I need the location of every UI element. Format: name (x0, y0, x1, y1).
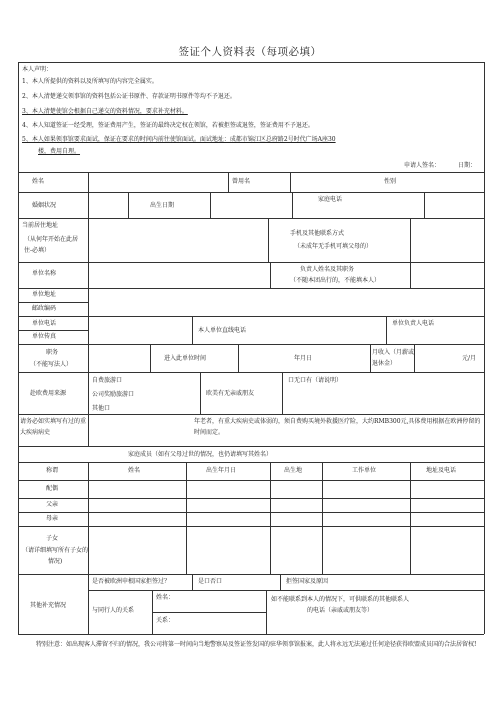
col-name-label: 姓名 (128, 467, 141, 474)
residence-note: （从何年开始在此居住-必填） (24, 236, 79, 254)
col-line (210, 192, 211, 218)
col-line (88, 574, 89, 634)
employer-fax-label: 单位传真 (32, 333, 57, 340)
col-line (88, 218, 89, 262)
col-line (88, 462, 89, 574)
responsible-phone-label: 单位负责人电话 (392, 320, 435, 327)
refused-country-label: 拒签国家及原因 (286, 578, 329, 585)
col-work-label: 工作单位 (352, 467, 377, 474)
col-line (266, 590, 267, 634)
manager-note: （不随本团出行的，不能填本人） (290, 277, 381, 284)
refused-yes-no-option[interactable]: 是口否口 (198, 578, 223, 585)
col-address-label: 地址及电话 (426, 467, 457, 474)
col-line (88, 414, 89, 446)
employer-label: 单位名称 (32, 270, 57, 277)
postcode-label: 邮政编码 (32, 305, 57, 312)
companion-name-label: 姓名： (156, 594, 175, 601)
col-line (128, 192, 129, 218)
col-line (186, 462, 187, 574)
col-line (268, 218, 269, 262)
employer-phone-label: 单位电话 (32, 320, 57, 327)
row-line (88, 590, 484, 591)
relatives-yes-no-option[interactable]: 口无口有（请说明） (288, 377, 343, 384)
child-label: 子女 (46, 535, 59, 542)
col-line (290, 172, 291, 192)
declaration-item-3: 3、本人清楚使馆会根据自己递交的资料情况，要求补充材料。 (22, 108, 188, 115)
declaration-heading: 本人声明： (22, 66, 53, 73)
emergency-contact-label: 如不能联系到本人的情况下，可供联系的其他联系人的电话（亲戚或朋友等） (270, 596, 409, 614)
declaration-item-2: 2、本人清楚递交领事馆的资料包括公证书原件、存款证明书原件等均不予退还。 (22, 93, 236, 100)
payer-label: 赴欧费用来源 (30, 390, 67, 397)
row-line (18, 446, 484, 447)
col-line (200, 372, 201, 414)
form-title: 签证个人资料表（每项必填） (178, 46, 322, 58)
position-note: （不能写法人） (30, 361, 73, 368)
row-line (18, 330, 88, 331)
currency-unit: 元/月 (462, 355, 477, 362)
declaration-item-5-cont: 楼，费用自理。 (38, 148, 81, 155)
join-time-label: 进入此单位时间 (164, 355, 207, 362)
mobile-label: 手机及其他联系方式 (290, 230, 345, 237)
col-line (282, 372, 283, 414)
frame-left (18, 62, 19, 634)
direct-phone-label: 本人单位直线电话 (198, 327, 247, 334)
frame-top (18, 62, 484, 63)
col-line (270, 262, 271, 288)
applicant-signature-label: 申请人签名： (404, 162, 441, 169)
special-notice: 特别注意：如出现客人滞留不归的情况，我公司将第一时间向当地警察局及签证签发国的驻华领事馆报案，此人将永远无法通过任何途径获得欧盟成员国的合法居留权! (36, 641, 477, 648)
father-label: 父亲 (46, 501, 59, 508)
col-line (370, 344, 371, 372)
col-line (410, 462, 411, 574)
other-info-label: 其他补充情况 (30, 602, 67, 609)
manager-label: 负责人姓名及其职务 (300, 266, 355, 273)
col-line (386, 316, 387, 344)
col-line (322, 462, 323, 574)
declaration-item-4: 4、本人知道签证一经受理，签证费用产生，签证的最终决定权在领馆，若被拒签或退签，签证费用不予退还。 (22, 122, 314, 129)
disease-label: 请务必如实填写有过的重大疾病病史 (20, 418, 87, 436)
frame-bottom (18, 634, 484, 635)
date-label: 日期： (458, 162, 477, 169)
col-line (192, 316, 193, 344)
col-birthplace-label: 出生地 (284, 467, 303, 474)
col-line (410, 262, 411, 288)
col-line (280, 574, 281, 590)
declaration-item-1: 1、本人所提供的资料以及所填写的内容完全属实。 (22, 78, 158, 85)
former-name-label: 曾用名 (232, 178, 251, 185)
col-line (228, 172, 229, 192)
employer-address-label: 单位地址 (32, 291, 57, 298)
col-line (88, 172, 89, 218)
eu-relatives-label: 欧美有无亲戚朋友 (206, 390, 255, 397)
col-line (238, 344, 239, 372)
col-title-label: 称谓 (46, 467, 59, 474)
name-label: 姓名 (32, 178, 45, 185)
join-date-placeholder: 年月日 (294, 355, 313, 362)
declaration-item-5: 5、本人如果领事馆要求面试，保证在要求的时间内前往使馆面试。面试地址：成都市锦江区总府路2号时代广场A座30 (22, 136, 336, 143)
home-phone-label: 家庭电话 (318, 196, 343, 203)
frame-right (484, 62, 485, 634)
gender-label: 性别 (384, 178, 397, 185)
marital-status-label: 婚姻状况 (32, 202, 57, 209)
row-line (18, 302, 88, 303)
child-note: （请详细填写所有子女的情况) (22, 547, 89, 565)
self-funded-option[interactable]: 自费旅游口 (92, 377, 123, 384)
col-line (150, 344, 151, 372)
col-line (192, 574, 193, 590)
disease-note: 年老者，有重大疾病史或体弱的，须自费购买境外救援医疗险，大约RMB300元,具体费用根据在欧洲停留的时间而定。 (194, 418, 481, 436)
mobile-note: （未成年无手机可填父母的） (294, 243, 373, 250)
col-line (410, 218, 411, 262)
row-line (152, 612, 266, 613)
spouse-label: 配偶 (46, 485, 59, 492)
col-birth-label: 出生年月日 (206, 467, 237, 474)
col-line (88, 372, 89, 414)
mother-label: 母亲 (46, 515, 59, 522)
birth-date-label: 出生日期 (150, 202, 175, 209)
companion-label: 与同行人的关系 (92, 607, 135, 614)
other-funding-option[interactable]: 其他口 (92, 405, 111, 412)
col-line (88, 262, 89, 372)
col-line (292, 192, 293, 218)
family-section-title: 家庭成员（如有父母过世的情况，也仍请填写其姓名） (128, 451, 273, 458)
income-label: 月收入（月薪或退休金） (372, 349, 415, 367)
col-line (424, 192, 425, 218)
col-line (270, 462, 271, 574)
position-label: 职务 (46, 349, 59, 356)
company-funded-option[interactable]: 公司奖励旅游口 (92, 391, 135, 398)
residence-label: 当前居住地址 (22, 222, 59, 229)
refused-question-label: 是否被欧洲申根国家拒签过？ (92, 578, 171, 585)
companion-relation-label: 关系： (156, 617, 175, 624)
